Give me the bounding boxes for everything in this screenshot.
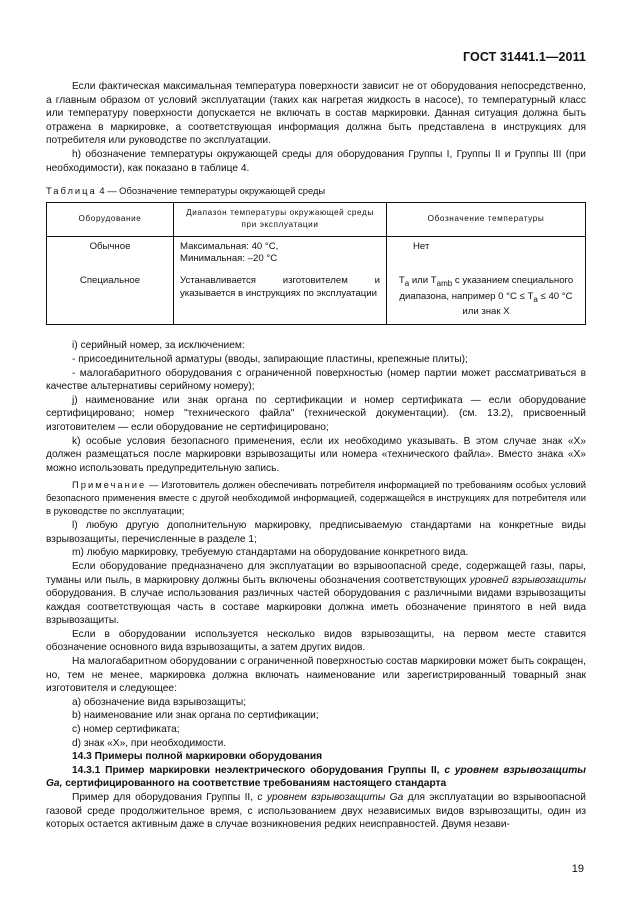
table-caption-prefix: Таблица <box>46 185 97 197</box>
page-content <box>46 80 586 832</box>
range-min: Минимальная: –20 °С <box>180 252 278 264</box>
cell-equipment-special: Специальное <box>47 271 174 325</box>
standard-number-header: ГОСТ 31441.1—2011 <box>463 50 586 64</box>
table-row <box>47 236 586 271</box>
paragraph-small-equipment: На малогабаритном оборудовании с ограниченной поверхностью состав маркировки может быть сокращен, но, тем не менее, маркировка должна включать наименование или зарегистрированный товарный знак изготовителя и следующее: <box>46 656 586 695</box>
cell-range-special: Устанавливается изготовителем и указывается в инструкциях по эксплуатации <box>174 271 387 325</box>
page-number: 19 <box>571 863 584 875</box>
cell-designation-normal: Нет <box>387 236 586 271</box>
item-k-special-conditions: k) особые условия безопасного применения, если их необходимо указывать. В этом случае знак «Х» должен размещаться после маркировки взрывозащиты или номера «технического файла». Вместо знака «Х» можно использовать предупредительную запись. <box>46 435 586 474</box>
item-i-exception-2: - малогабаритного оборудования с ограниченной поверхностью (номер партии может рассматриваться в качестве альтернативы серийному номеру); <box>46 367 586 393</box>
header-equipment: Оборудование <box>47 202 174 236</box>
item-j-certificate: j) наименование или знак органа по сертификации и номер сертификата — если оборудование сертифицировано; номер "технического файла" (технической документации). (см. 13.2), присвоенный изготовителем — если оборудование не сертифицировано; <box>46 394 586 433</box>
cell-range-normal <box>174 236 387 271</box>
paragraph-several-protection-types: Если в оборудовании используется несколько видов взрывозащиты, на первом месте ставится обозначение основного вида взрывозащиты, а затем других видов. <box>46 628 586 654</box>
table-caption-text: 4 — Обозначение температуры окружающей среды <box>99 185 326 197</box>
paragraph-example: Пример для оборудования Группы II, с уровнем взрывозащиты Gа для эксплуатации во взрывоопасной газовой среде продолжительное время, с использованием двух независимых видов взрывозащиты, один из которых остается активным даже в случае возникновения редких неисправностей. Двумя незави- <box>46 792 586 831</box>
item-a: a) обозначение вида взрывозащиты; <box>72 696 247 708</box>
note-label: Примечание <box>72 479 147 491</box>
note-text: — Изготовитель должен обеспечивать потребителя информацией по требованиям особых условий безопасного применения вместе с другой необходимой информацией, содержащейся в инструкциях для потребителя или в руководстве по эксплуатации; <box>46 479 586 516</box>
item-i-exception-1: - присоединительной арматуры (вводы, запирающие пластины, крепежные плиты); <box>72 354 468 365</box>
range-max: Максимальная: 40 °С, <box>180 240 279 252</box>
paragraph-surface-temperature: Если фактическая максимальная температура поверхности зависит не от оборудования непосредственно, а главным образом от условий эксплуатации (таких как нагретая жидкость в насосе), то температурный класс или температуру поверхности допускается не включать в состав маркировки. Данная ситуация должна быть отражена в маркировке, а соответствующая информация должна быть представлена в инструкциях для потребителя или руководстве по эксплуатации. <box>46 81 586 147</box>
paragraph-explosive-atmosphere: Если оборудование предназначено для эксплуатации во взрывоопасной среде, содержащей газы, пары, туманы или пыль, в маркировку должны быть включены обозначения соответствующих уровней взрывозащиты оборудования. В случае использования различных частей оборудования с различными видами взрывозащиты каждая соответствующая часть в составе маркировки должна иметь обозначение принятого в ней вида взрывозащиты. <box>46 560 586 627</box>
section-heading-14-3-1: 14.3.1 Пример маркировки неэлектрического оборудования Группы II, с уровнем взрывозащиты Gа, сертифицированного на соответствие требованиям настоящего стандарта <box>46 764 586 790</box>
item-m-marking: m) любую маркировку, требуемую стандартами на оборудование конкретного вида. <box>72 547 469 559</box>
note <box>46 479 586 517</box>
table-row <box>47 271 586 325</box>
table-header-row <box>47 202 586 236</box>
section-heading-14-3: 14.3 Примеры полной маркировки оборудования <box>72 751 323 763</box>
cell-equipment-normal: Обычное <box>47 236 174 271</box>
item-d: d) знак «Х», при необходимости. <box>72 737 227 749</box>
header-range: Диапазон температуры окружающей среды при эксплуатации <box>174 202 387 236</box>
cell-designation-special: $T_a$ или $T_{amb}$ с указанием специального диапазона, например 0 $^\circ С \le T_a \le 40$ °С или знак Х <box>387 271 586 325</box>
item-c: c) номер сертификата; <box>72 724 180 736</box>
header-designation: Обозначение температуры <box>387 202 586 236</box>
item-h-ambient-temperature: h) обозначение температуры окружающей среды для оборудования Группы I, Группы II и Группы III (при необходимости), как показано в таблице 4. <box>46 148 586 174</box>
item-i-serial-number: i) серийный номер, за исключением: <box>72 340 245 352</box>
item-b: b) наименование или знак органа по сертификации; <box>72 710 319 722</box>
item-l-additional-marking: l) любую другую дополнительную маркировку, предписываемую стандартами на конкретные виды взрывозащиты, перечисленные в разделе 1; <box>46 520 586 545</box>
ambient-temperature-table <box>46 202 586 326</box>
table-caption <box>46 184 586 198</box>
